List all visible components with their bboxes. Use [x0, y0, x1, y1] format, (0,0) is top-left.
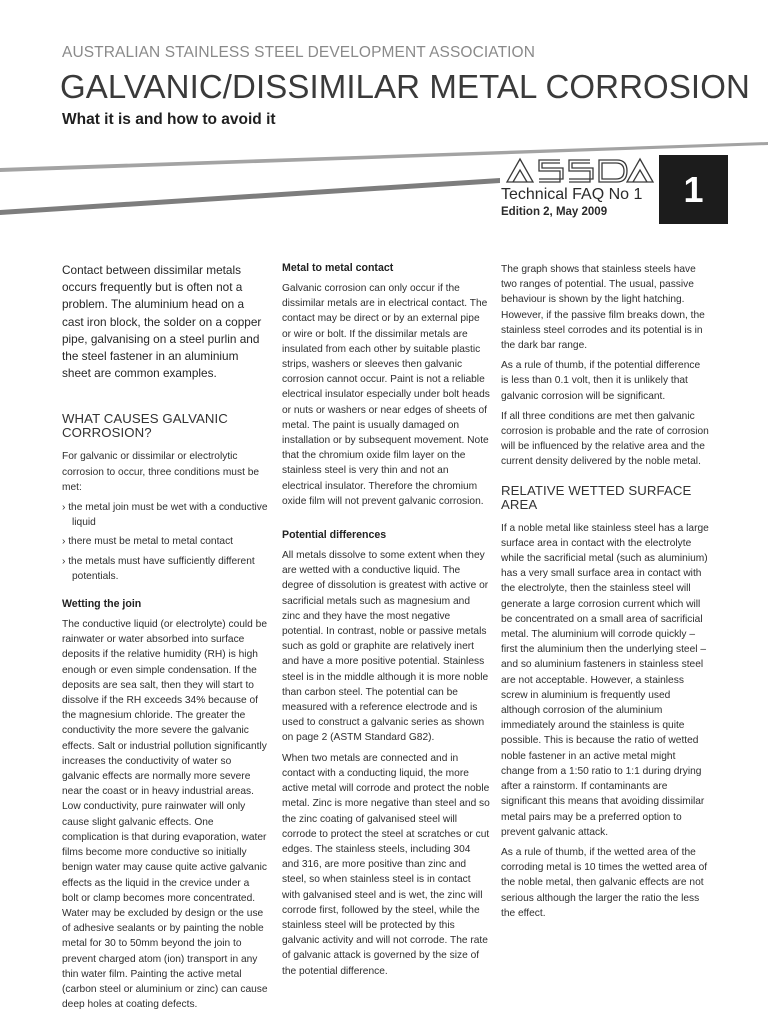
rule-of-thumb-paragraph-1: As a rule of thumb, if the potential difference is less than 0.1 volt, then it is unlikely that galvanic corrosion will be significant. [501, 360, 701, 402]
potential-paragraph-1: All metals dissolve to some extent when they are wetted with a conductive liquid. The degree of dissolution is greatest with active or sacrificial metals such as magnesium and zinc and they have the most negative potential. In contrast, noble or passive metals such as gold or graphite are relatively inert and have a more positive potential. Stainless steel is in the middle although it is more noble than carbon steel. The potential can be measured with a reference electrode and is used to construct a galvanic series as shown on page 2 (ASTM Standard G82). [282, 550, 489, 744]
list-item: › there must be metal to metal contact [62, 536, 233, 548]
wetting-paragraph: The conductive liquid (or electrolyte) could be rainwater or water absorbed into surface deposits if the relative humidity (RH) is high enough or even simple condensation. If the deposits are sea salt, then they will start to dissolve if the RH exceeds 34% because of the magnesium chloride. The greater the conductivity the more severe the galvanic effects. Salt or industrial pollution significantly increases the conductivity of water so galvanic effects are normally more severe near the coast or in heavy industrial areas. Low conductivity, pure rainwater will only cause slight galvanic effects. One complication is that during evaporation, water films become more conductive so initially benign water may cause quite active galvanic effects as the liquid in the crevice under a bolt or clamp becomes more concentrated. Water may be excluded by design or the use of adhesive sealants or by painting the noble metal for 30 to 50mm beyond the join to prevent charged atom (ion) transport in any thin water film. Painting the active metal (carbon steel or aluminium or zinc) can cause deep holes at coating defects. [62, 619, 268, 1011]
area-paragraph: If a noble metal like stainless steel has a large surface area in contact with the electrolyte while the sacrificial metal (such as aluminium) has a very small surface area in contact with the electrolyte, then the stainless steel will generate a large corrosion current which will be concentrated on a small area of sacrificial metal. The aluminium will corrode quickly – first the aluminium then the underlying steel – and so aluminium fasteners in stainless steel are not acceptable. However, a stainless screw in aluminium is frequently used although corrosion of the aluminium immediately around the stainless is quite possible. This is because the ratio of wetted noble fastener in an active metal might change from a 1:50 ratio to 1:1 during drying after a rainstorm. If contaminants are significant this means that avoiding dissimilar metal pairs may be a preferred option to prevent galvanic attack. [501, 522, 709, 838]
heading-potential-differences: Potential differences [282, 529, 387, 542]
graph-paragraph: The graph shows that stainless steels have two ranges of potential. The usual, passive behaviour is shown by the light hatching. However, if the passive film breaks down, the stainless steel corrodes and its potential is in the dark bar range. [501, 264, 705, 352]
page-title: GALVANIC/DISSIMILAR METAL CORROSION [60, 68, 750, 105]
list-item: › the metal join must be wet with a conductive liquid [62, 502, 268, 529]
heading-what-causes: WHAT CAUSES GALVANIC CORROSION? [62, 411, 228, 441]
heading-wetting-the-join: Wetting the join [62, 598, 142, 611]
heading-metal-to-metal-contact: Metal to metal contact [282, 262, 394, 274]
column-2 [282, 262, 490, 984]
edition-label: Edition 2, May 2009 [501, 206, 608, 218]
faq-number-badge: 1 [659, 155, 728, 224]
intro-paragraph: Contact between dissimilar metals occurs frequently but is often not a problem. The aluminium head on a cast iron block, the solder on a copper pipe, galvanising on a steel purlin and the steel fastener in an aluminium sheet are common examples. [62, 263, 262, 381]
contact-paragraph: Galvanic corrosion can only occur if the dissimilar metals are in electrical contact. The contact may be direct or by an external pipe or wire or bolt. If the dissimilar metals are insulated from each other by suitable plastic strips, washers or sleeves then galvanic corrosion cannot occur. Paint is not a reliable electrical insulator especially under bolt heads or nuts or washers or near edges of sheets of metal. The paint is usually damaged on installation or by subsequent movement. Note that the chromium oxide film layer on the stainless steel is very thin and not an electrical insulator. Therefore the chromium oxide film will not prevent galvanic corrosion. [282, 283, 490, 507]
heading-relative-wetted-surface-area: RELATIVE WETTED SURFACE AREA [501, 482, 692, 512]
technical-faq-label: Technical FAQ No 1 [501, 186, 643, 203]
list-item: › the metals must have sufficiently different potentials. [62, 555, 255, 582]
conditions-list [62, 500, 268, 584]
rule-of-thumb-paragraph-2: As a rule of thumb, if the wetted area of the corroding metal is 10 times the wetted area of the noble metal, then galvanic effects are not serious although the larger the ratio the less the effect. [501, 846, 708, 919]
conditions-paragraph: If all three conditions are met then galvanic corrosion is probable and the rate of corrosion will be influenced by the relative area and the current density delivered by the noble metal. [501, 410, 709, 468]
organization-name: AUSTRALIAN STAINLESS STEEL DEVELOPMENT ASSOCIATION [62, 44, 535, 61]
causes-paragraph: For galvanic or dissimilar or electrolytic corrosion to occur, three conditions must be met: [62, 451, 260, 493]
potential-paragraph-2: When two metals are connected and in contact with a conducting liquid, the more active metal will corrode and protect the noble metal. Zinc is more negative than steel and so the zinc coating of galvanised steel will corrode to protect the steel at scratches or cut edges. The stainless steels, including 304 and 316, are more positive than zinc and steel, so when stainless steel is in contact with galvanised steel and is wet, the zinc will corrode first, followed by the steel, while the stainless steel will be protected by this galvanic activity and will not corrode. The rate of galvanic attack is governed by the size of the potential difference. [282, 752, 490, 977]
assda-logo [505, 156, 655, 184]
page-subtitle: What it is and how to avoid it [62, 111, 276, 128]
column-3 [501, 262, 709, 926]
column-1 [62, 262, 268, 1017]
